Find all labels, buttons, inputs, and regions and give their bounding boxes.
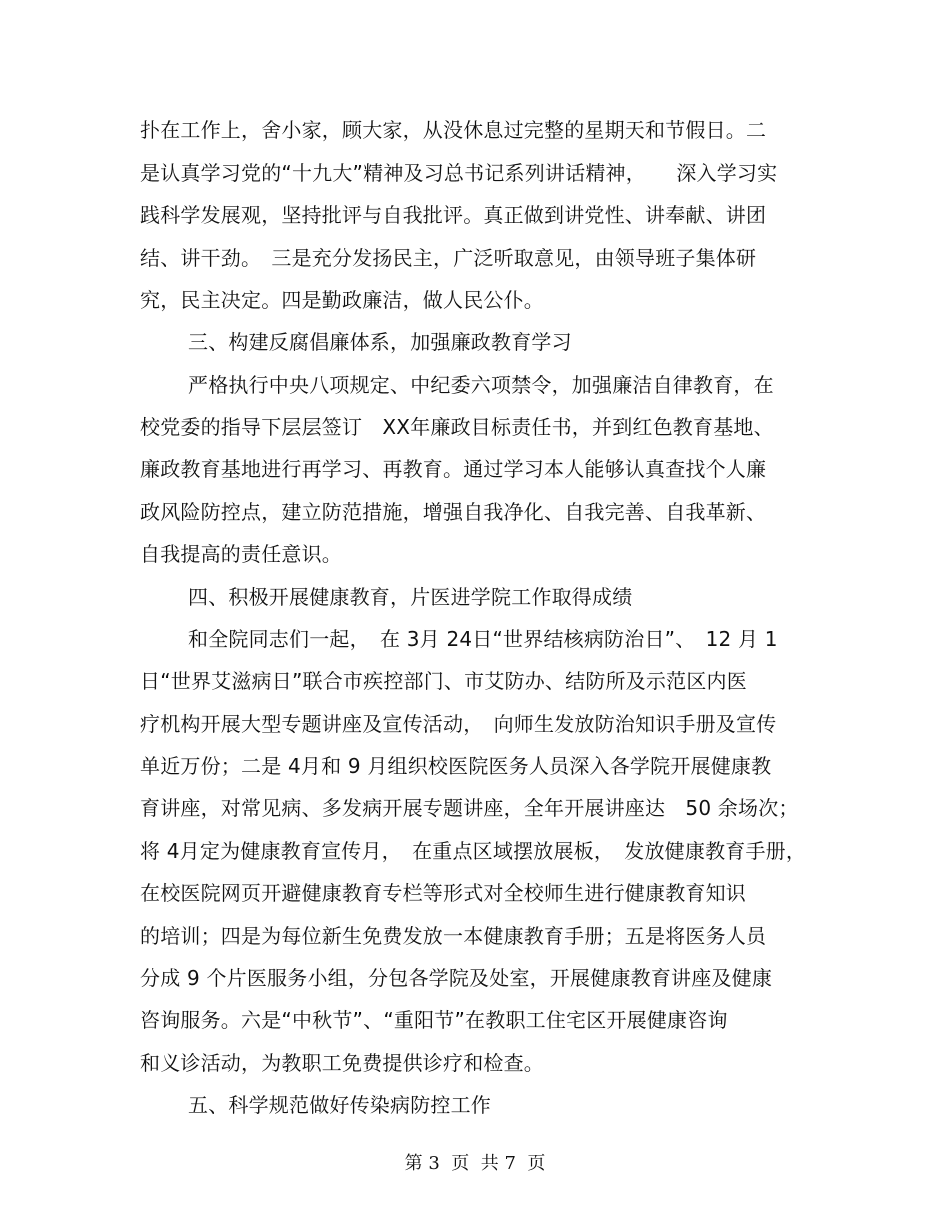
body-text-line: 分成 9 个片医服务小组，分包各学院及处室，开展健康教育讲座及健康 (140, 966, 773, 990)
section-heading: 五、科学规范做好传染病防控工作 (188, 1093, 491, 1117)
body-text-line: 践科学发展观，坚持批评与自我批评。真正做到讲党性、讲奉献、讲团 (140, 203, 767, 227)
body-text-line: 日“世界艾滋病日”联合市疾控部门、市艾防办、结防所及示范区内医 (140, 669, 747, 693)
page-number-footer: 第 3 页 共 7 页 (404, 1153, 546, 1174)
body-text-line: 严格执行中央八项规定、中纪委六项禁令，加强廉洁自律教育，在 (188, 373, 774, 397)
body-text-line: 疗机构开展大型专题讲座及宣传活动， 向师生发放防治知识手册及宣传 (140, 712, 777, 736)
body-text-line: 和全院同志们一起， 在 3月 24日“世界结核病防治日”、 12 月 1 (188, 627, 778, 651)
body-text-line: 在校医院网页开避健康教育专栏等形式对全校师生进行健康教育知识 (140, 881, 746, 905)
body-text-line: 将 4月定为健康教育宣传月， 在重点区域摆放展板， 发放健康教育手册， (140, 839, 807, 863)
body-text-line: 自我提高的责任意识。 (140, 542, 342, 566)
section-heading: 三、构建反腐倡廉体系，加强廉政教育学习 (188, 330, 572, 354)
body-text-line: 的培训；四是为每位新生免费发放一本健康教育手册；五是将医务人员 (140, 924, 767, 948)
body-text-line: 结、讲干劲。 三是充分发扬民主，广泛听取意见，由领导班子集体研 (140, 246, 757, 270)
body-text-line: 是认真学习党的“十九大”精神及习总书记系列讲话精神， 深入学习实 (140, 161, 778, 185)
body-text-line: 咨询服务。六是“中秋节”、“重阳节”在教职工住宅区开展健康咨询 (140, 1008, 728, 1032)
body-text-line: 校党委的指导下层层签订 XX年廉政目标责任书，并到红色教育基地、 (140, 415, 774, 439)
body-text-line: 单近万份；二是 4月和 9 月组织校医院医务人员深入各学院开展健康教 (140, 754, 772, 778)
body-text-line: 政风险防控点，建立防范措施，增强自我净化、自我完善、自我革新、 (140, 500, 767, 524)
body-text-line: 廉政教育基地进行再学习、再教育。通过学习本人能够认真查找个人廉 (140, 457, 767, 481)
body-text-line: 究，民主决定。四是勤政廉洁，做人民公仆。 (140, 288, 544, 312)
section-heading: 四、积极开展健康教育，片医进学院工作取得成绩 (188, 585, 633, 609)
body-text-line: 育讲座，对常见病、多发病开展专题讲座，全年开展讲座达 50 余场次； (140, 796, 799, 820)
body-text-line: 扑在工作上，舍小家，顾大家，从没休息过完整的星期天和节假日。二 (140, 118, 767, 142)
body-text-line: 和义诊活动，为教职工免费提供诊疗和检查。 (140, 1051, 544, 1075)
